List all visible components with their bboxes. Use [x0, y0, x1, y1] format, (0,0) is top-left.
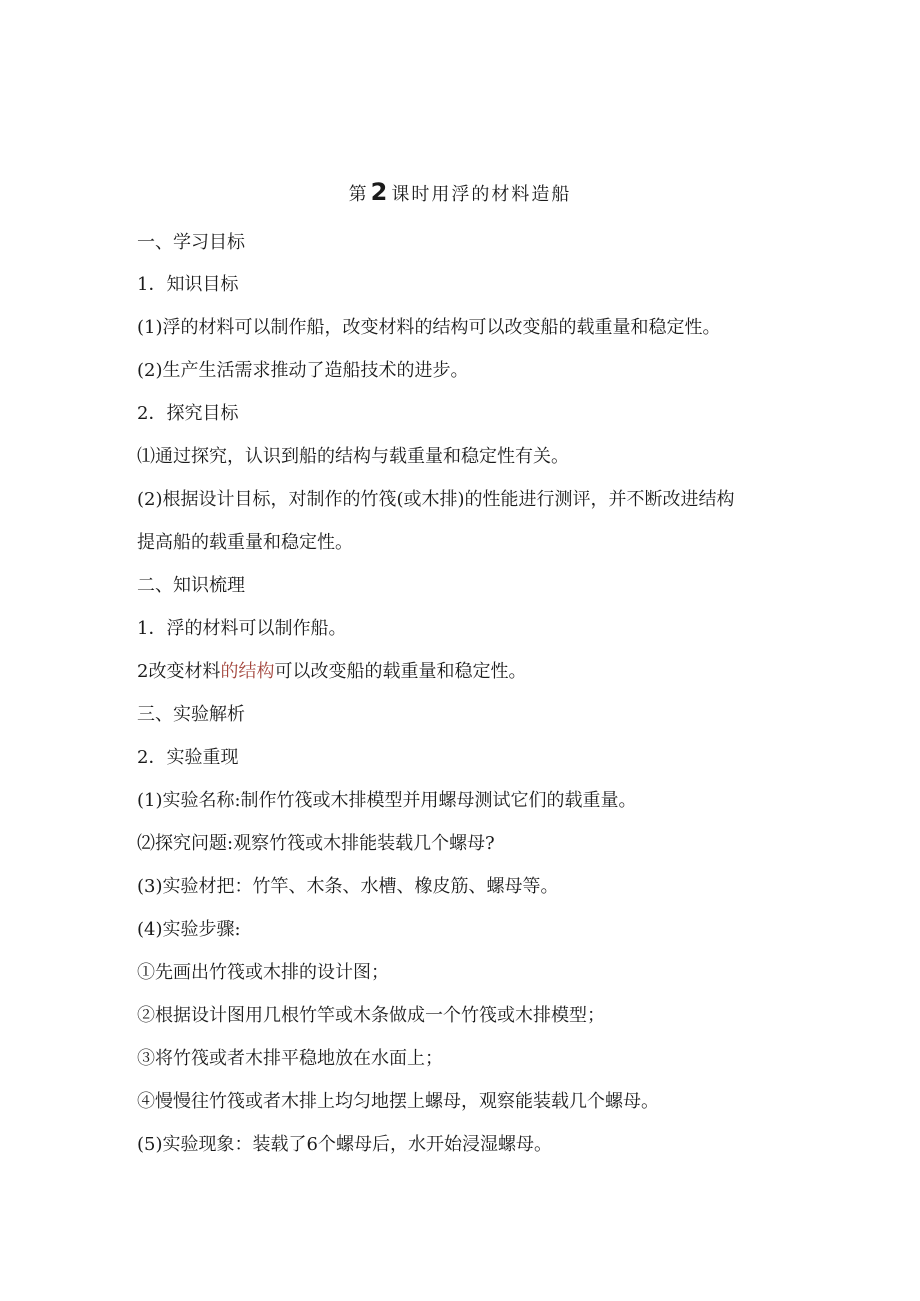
section-heading-experiment-analysis: 三、实验解析: [137, 704, 245, 725]
paragraph-review-1: 1．浮的材料可以制作船。: [137, 618, 347, 639]
page-title: [0, 178, 920, 206]
experiment-step-4: ④慢慢往竹筏或者木排上均匀地摆上螺母，观察能装载几个螺母。: [137, 1091, 659, 1112]
title-prefix: 第: [348, 184, 369, 205]
section-heading-learning-goals: 一、学习目标: [137, 232, 245, 253]
paragraph-knowledge-2: (2)生产生活需求推动了造船技术的进步。: [137, 360, 469, 381]
experiment-steps-heading: (4)实验步骤:: [137, 919, 241, 940]
experiment-step-1: ①先画出竹筏或木排的设计图；: [137, 962, 389, 983]
experiment-phenomenon: (5)实验现象：装载了6个螺母后，水开始浸湿螺母。: [137, 1134, 552, 1155]
title-number: 2: [370, 178, 390, 206]
review-2-highlight: 的结构: [220, 661, 275, 682]
paragraph-inquiry-2-continued: 提高船的载重量和稳定性。: [137, 532, 353, 553]
experiment-step-3: ③将竹筏或者木排平稳地放在水面上；: [137, 1048, 443, 1069]
subheading-knowledge-goals: 1．知识目标: [137, 274, 239, 295]
title-suffix: 课时用浮的材料造船: [391, 184, 572, 205]
subheading-experiment-reproduction: 2．实验重现: [137, 747, 239, 768]
experiment-name: (1)实验名称:制作竹筏或木排模型并用螺母测试它们的载重量。: [137, 790, 637, 811]
paragraph-knowledge-1: (1)浮的材料可以制作船，改变材料的结构可以改变船的载重量和稳定性。: [137, 317, 721, 338]
experiment-materials: (3)实验材把：竹竿、木条、水槽、橡皮筋、螺母等。: [137, 876, 559, 897]
subheading-inquiry-goals: 2．探究目标: [137, 403, 239, 424]
paragraph-inquiry-1: ⑴通过探究，认识到船的结构与载重量和稳定性有关。: [137, 446, 569, 467]
section-heading-knowledge-review: 二、知识梳理: [137, 575, 245, 596]
experiment-step-2: ②根据设计图用几根竹竿或木条做成一个竹筏或木排模型；: [137, 1005, 605, 1026]
paragraph-review-2: [137, 661, 526, 683]
paragraph-inquiry-2: (2)根据设计目标，对制作的竹筏(或木排)的性能进行测评，并不断改进结构: [137, 489, 735, 510]
review-2-start: 2改变材料: [137, 661, 221, 682]
review-2-end: 可以改变船的载重量和稳定性。: [274, 661, 527, 682]
experiment-question: ⑵探究问题:观察竹筏或木排能装载几个螺母?: [137, 833, 495, 854]
